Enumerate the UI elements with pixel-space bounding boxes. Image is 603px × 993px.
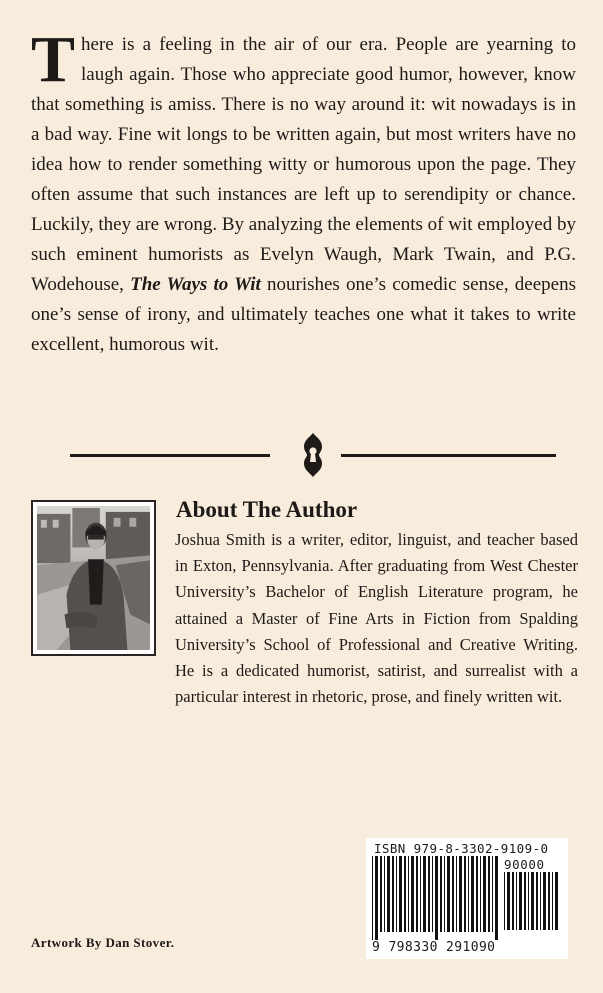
barcode-bar [480,856,481,932]
barcode-bar [483,856,486,932]
book-title: The Ways to Wit [130,274,261,295]
barcode-bar [380,856,382,932]
barcode-bar [471,856,474,932]
barcode-bar [543,872,546,930]
barcode-bar [555,872,558,930]
author-bio: Joshua Smith is a writer, editor, linguist, and teacher based in Exton, Pennsylvania. After graduating from West Chester University’s Bachelor of English Literature program, he attained a Master of Fine Arts in Fiction from Spalding University’s School of Professional and Creative Writing. He is a dedicated humorist, satirist, and surrealist with a particular interest in rhetoric, prose, and finely written wit. [175,530,578,707]
price-code: 90000 [504,857,545,872]
addon-barcode-bars [504,872,562,938]
barcode-digits: 9 798330 291090 [372,940,496,955]
barcode-bar [536,872,538,930]
barcode-bar [375,856,378,940]
blurb-text-part1: here is a feeling in the air of our era. People are yearning to laugh again. Those who appreciate good humor, however, know that something is amiss. There is no way around it: wit nowadays is in a bad way. Fine wit longs to be written again, but most writers have no idea how to render something witty or humorous upon the page. They often assume that such instances are left up to serendipity or chance. Luckily, they are wrong. By analyzing the elements of wit employed by such eminent humorists as Evelyn Waugh, Mark Twain, and P.G. Wodehouse, [31,34,576,295]
barcode-bar [504,872,505,930]
barcode-bar [404,856,406,932]
barcode-bar [432,856,433,932]
divider-line-left [70,454,270,457]
author-portrait-image [37,506,150,650]
barcode-bar [495,856,498,940]
artwork-credit: Artwork By Dan Stover. [31,935,175,950]
barcode-bar [420,856,421,932]
barcode-bar [476,856,478,932]
barcode-bar [428,856,430,932]
author-photo [31,500,156,656]
barcode-bar [524,872,526,930]
ean-barcode-bars [372,856,500,940]
barcode-bar [456,856,457,932]
barcode-bar [492,856,493,932]
blurb-text-part2: nourishes one’s comedic sense, deepens one’s sense of irony, and ultimately teaches one what it takes to write excellent, humorous wit. [31,274,577,355]
barcode-bar [519,872,522,930]
barcode-bar [548,872,550,930]
back-cover-blurb [31,23,577,360]
barcode-bar [396,856,397,932]
barcode-bar [507,872,510,930]
barcode-bar [540,872,541,930]
isbn-barcode [366,838,568,959]
barcode-bar [416,856,418,932]
isbn-label: ISBN 979-8-3302-9109-0 [374,841,549,856]
barcode-bar [384,856,385,932]
barcode-bar [531,872,534,930]
barcode-bar [452,856,454,932]
barcode-bar [408,856,409,932]
ornamental-divider [70,432,556,478]
keyhole-ornament-icon [298,432,328,478]
barcode-bar [528,872,529,930]
barcode-bar [440,856,442,932]
barcode-bar [447,856,450,932]
barcode-bar [399,856,402,932]
barcode-bar [444,856,445,932]
barcode-bar [423,856,426,932]
barcode-bar [464,856,466,932]
drop-cap: T [31,23,76,96]
barcode-bar [372,856,373,940]
barcode-bar [392,856,394,932]
barcode-bar [512,872,514,930]
divider-line-right [341,454,556,457]
barcode-bar [488,856,490,932]
barcode-bar [468,856,469,932]
barcode-bar [411,856,414,932]
barcode-bar [516,872,517,930]
barcode-bar [552,872,553,930]
barcode-bar [459,856,462,932]
barcode-bar [435,856,438,940]
about-author-heading: About The Author [176,497,358,522]
barcode-bar [387,856,390,932]
